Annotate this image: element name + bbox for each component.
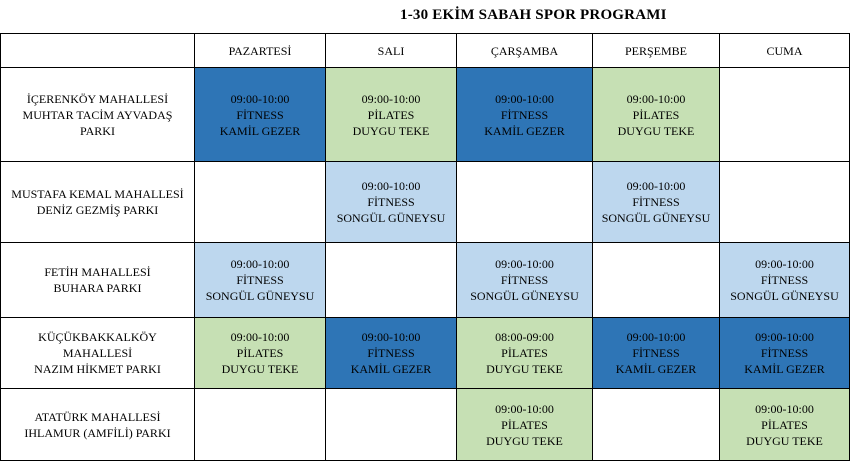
session-trainer: SONGÜL GÜNEYSU [336, 211, 446, 225]
session-activity: FİTNESS [236, 107, 284, 122]
park-name-line: ATATÜRK MAHALLESİ [34, 409, 161, 424]
session-activity: PİLATES [367, 107, 415, 122]
session-activity: PİLATES [632, 107, 680, 122]
session-time: 09:00-10:00 [755, 257, 814, 271]
session-time: 09:00-10:00 [230, 91, 290, 106]
session-time: 09:00-10:00 [361, 91, 421, 106]
table-row [1, 318, 850, 389]
session-cell [593, 162, 720, 243]
day-header-monday: PAZARTESİ [195, 34, 326, 68]
park-name-line: İÇERENKÖY MAHALLESİ [26, 91, 169, 106]
session-trainer: KAMİL GEZER [219, 123, 301, 138]
table-row [1, 162, 850, 243]
session-time: 09:00-10:00 [755, 330, 814, 344]
session-time: 09:00-10:00 [626, 330, 686, 344]
session-activity: FİTNESS [760, 273, 809, 287]
empty-cell [195, 162, 326, 243]
session-trainer: KAMİL GEZER [744, 362, 825, 376]
session-activity: FİTNESS [760, 346, 809, 360]
park-name-line: MUSTAFA KEMAL MAHALLESİ [11, 187, 184, 201]
session-activity: FİTNESS [500, 107, 549, 122]
session-trainer: SONGÜL GÜNEYSU [601, 211, 711, 225]
day-header-thursday: PERŞEMBE [593, 34, 720, 68]
session-cell [720, 243, 850, 318]
session-cell [457, 243, 593, 318]
session-activity: PİLATES [501, 417, 548, 432]
park-name-cell [1, 162, 195, 243]
session-time: 09:00-10:00 [495, 91, 554, 106]
session-time: 09:00-10:00 [626, 91, 686, 106]
session-cell [720, 389, 850, 461]
session-trainer: DUYGU TEKE [221, 362, 299, 376]
session-cell [593, 318, 720, 389]
session-activity: PİLATES [501, 346, 548, 360]
session-cell [457, 68, 593, 162]
empty-cell [593, 389, 720, 461]
empty-cell [720, 162, 850, 243]
park-name-cell [1, 318, 195, 389]
park-name-cell [1, 389, 195, 461]
session-activity: FİTNESS [236, 273, 284, 287]
page-title: 1-30 EKİM SABAH SPOR PROGRAMI [400, 7, 667, 23]
session-cell [195, 243, 326, 318]
session-trainer: DUYGU TEKE [486, 362, 563, 376]
session-trainer: SONGÜL GÜNEYSU [205, 289, 315, 303]
session-cell [326, 318, 457, 389]
empty-cell [593, 243, 720, 318]
park-name-line: NAZIM HİKMET PARKI [34, 362, 161, 376]
session-trainer: DUYGU TEKE [746, 433, 823, 448]
park-name-line: IHLAMUR (AMFİLİ) PARKI [24, 425, 171, 440]
park-name-line: FETİH MAHALLESİ [44, 265, 151, 279]
empty-cell [457, 162, 593, 243]
session-time: 09:00-10:00 [361, 330, 421, 344]
session-cell [593, 68, 720, 162]
session-trainer: DUYGU TEKE [617, 123, 695, 138]
table-row [1, 68, 850, 162]
session-time: 09:00-10:00 [626, 179, 686, 193]
session-trainer: KAMİL GEZER [615, 362, 697, 376]
session-activity: FİTNESS [500, 273, 549, 287]
corner-cell [1, 34, 195, 68]
session-time: 09:00-10:00 [755, 401, 814, 416]
session-activity: FİTNESS [632, 195, 680, 209]
session-cell [195, 68, 326, 162]
park-name-cell [1, 243, 195, 318]
empty-cell [720, 68, 850, 162]
day-header-wednesday: ÇARŞAMBA [457, 34, 593, 68]
park-name-line: DENİZ GEZMİŞ PARKI [36, 203, 159, 217]
table-row [1, 389, 850, 461]
session-trainer: KAMİL GEZER [350, 362, 432, 376]
session-cell [457, 318, 593, 389]
session-time: 09:00-10:00 [230, 330, 290, 344]
session-cell [720, 318, 850, 389]
session-trainer: SONGÜL GÜNEYSU [470, 289, 579, 303]
empty-cell [195, 389, 326, 461]
session-trainer: DUYGU TEKE [486, 433, 563, 448]
session-activity: FİTNESS [367, 346, 415, 360]
park-name-line: MUHTAR TACİM AYVADAŞ [22, 107, 173, 122]
session-time: 09:00-10:00 [495, 401, 554, 416]
park-name-cell [1, 68, 195, 162]
day-header-tuesday: SALI [326, 34, 457, 68]
park-name-line: KÜÇÜKBAKKALKÖY [38, 330, 157, 344]
schedule-table [0, 33, 850, 461]
park-name-line: MAHALLESİ [62, 346, 133, 360]
session-cell [457, 389, 593, 461]
session-activity: PİLATES [761, 417, 808, 432]
park-name-line: BUHARA PARKI [53, 281, 142, 295]
session-cell [195, 318, 326, 389]
empty-cell [326, 389, 457, 461]
session-time: 09:00-10:00 [230, 257, 290, 271]
session-trainer: KAMİL GEZER [484, 123, 565, 138]
session-activity: PİLATES [236, 346, 284, 360]
session-trainer: DUYGU TEKE [352, 123, 430, 138]
park-name-line: PARKI [80, 123, 115, 138]
session-activity: FİTNESS [632, 346, 680, 360]
session-activity: FİTNESS [367, 195, 415, 209]
session-time: 09:00-10:00 [361, 179, 421, 193]
session-cell [326, 162, 457, 243]
empty-cell [326, 243, 457, 318]
table-row [1, 243, 850, 318]
session-time: 09:00-10:00 [495, 257, 554, 271]
session-cell [326, 68, 457, 162]
session-trainer: SONGÜL GÜNEYSU [730, 289, 839, 303]
session-time: 08:00-09:00 [495, 330, 554, 344]
header-row [1, 34, 850, 68]
day-header-friday: CUMA [720, 34, 850, 68]
